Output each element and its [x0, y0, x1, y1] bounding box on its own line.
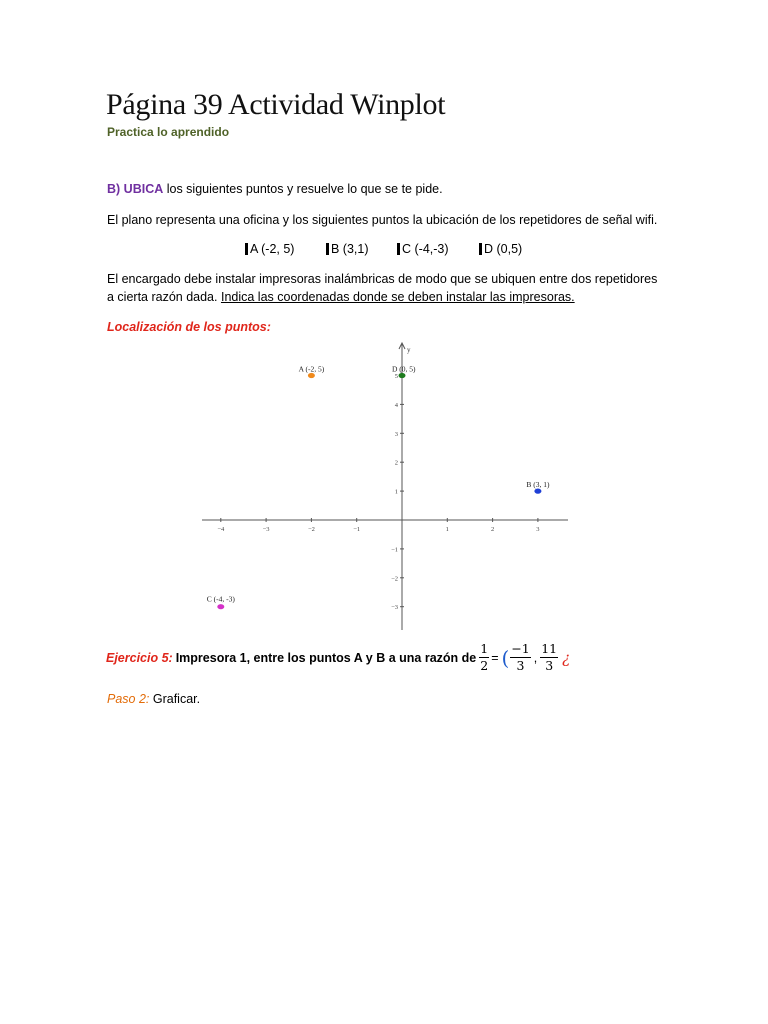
x-tick-label: −1 — [353, 526, 361, 533]
y-numerator: 11 — [541, 641, 558, 656]
ratio-fraction — [479, 642, 489, 673]
data-point-label: A (-2, 5) — [298, 364, 325, 374]
page-title: Página 39 Actividad Winplot — [106, 88, 446, 121]
section-b-line — [107, 182, 443, 196]
data-point — [308, 373, 315, 378]
x-tick-label: 2 — [490, 526, 495, 533]
x-tick-label: 3 — [536, 526, 540, 533]
y-axis-label: y — [407, 346, 411, 354]
x-denominator: 3 — [516, 658, 525, 673]
exercise-5-text: Impresora 1, entre los puntos A y B a una razón de — [175, 650, 477, 665]
point-label-b: B (3,1) — [331, 242, 369, 256]
coordinate-comma: , — [533, 650, 538, 665]
data-point-label: C (-4, -3) — [206, 594, 235, 604]
y-tick-label: 3 — [394, 430, 398, 438]
y-tick-label: 2 — [394, 459, 398, 467]
data-point-label: D (0, 5) — [392, 364, 416, 374]
x-coordinate-fraction — [510, 642, 530, 673]
point-item-c — [397, 242, 449, 256]
localizacion-heading: Localización de los puntos: — [107, 320, 271, 334]
bullet-bar-icon — [326, 243, 329, 255]
point-label-c: C (-4,-3) — [402, 242, 449, 256]
y-tick-label: 5 — [394, 373, 398, 380]
exercise-5-label: Ejercicio 5: — [106, 650, 173, 665]
ratio-denominator: 2 — [480, 658, 489, 673]
y-tick-label: −3 — [391, 604, 398, 612]
coordinate-chart — [200, 340, 570, 632]
open-paren: ( — [501, 645, 510, 670]
y-tick-label: −1 — [391, 546, 398, 554]
data-point — [217, 604, 224, 609]
exercise-5-line — [106, 642, 570, 673]
point-item-a — [245, 242, 294, 256]
x-tick-label: 1 — [445, 526, 449, 533]
bullet-bar-icon — [479, 243, 482, 255]
instructions-line-2-underlined: Indica las coordenadas donde se deben instalar las impresoras. — [220, 290, 575, 304]
page-subtitle: Practica lo aprendido — [107, 125, 230, 139]
bullet-bar-icon — [397, 243, 400, 255]
ratio-numerator: 1 — [480, 641, 489, 656]
section-b-label: B) UBICA — [107, 182, 164, 196]
instructions-line-2 — [107, 290, 575, 304]
y-tick-label: 4 — [394, 401, 398, 409]
instructions-line-1: El encargado debe instalar impresoras inalámbricas de modo que se ubiquen entre dos repetidores — [107, 272, 658, 286]
data-point — [399, 373, 406, 378]
data-point — [534, 489, 541, 494]
trailing-symbol: ¿ — [562, 648, 571, 667]
y-tick-label: 1 — [394, 488, 398, 496]
point-item-d — [479, 242, 522, 256]
point-item-b — [326, 242, 369, 256]
x-tick-label: −4 — [217, 526, 225, 533]
x-tick-label: −3 — [262, 526, 270, 533]
section-b-text: los siguientes puntos y resuelve lo que se te pide. — [163, 182, 443, 196]
description-text: El plano representa una oficina y los siguientes puntos la ubicación de los repetidores de señal wifi. — [107, 213, 658, 227]
point-label-d: D (0,5) — [484, 242, 523, 256]
step-2-line — [107, 692, 200, 706]
instructions-line-2-plain: a cierta razón dada. — [107, 290, 221, 304]
equals-sign: = — [491, 650, 499, 665]
x-numerator: −1 — [511, 641, 530, 656]
y-coordinate-fraction — [540, 642, 558, 673]
step-2-label: Paso 2: — [107, 692, 150, 706]
point-label-a: A (-2, 5) — [250, 242, 295, 256]
data-point-label: B (3, 1) — [526, 480, 550, 490]
y-denominator: 3 — [545, 658, 554, 673]
step-2-text: Graficar. — [149, 692, 201, 706]
bullet-bar-icon — [245, 243, 248, 255]
y-tick-label: −2 — [391, 575, 398, 583]
x-tick-label: −2 — [307, 526, 315, 533]
